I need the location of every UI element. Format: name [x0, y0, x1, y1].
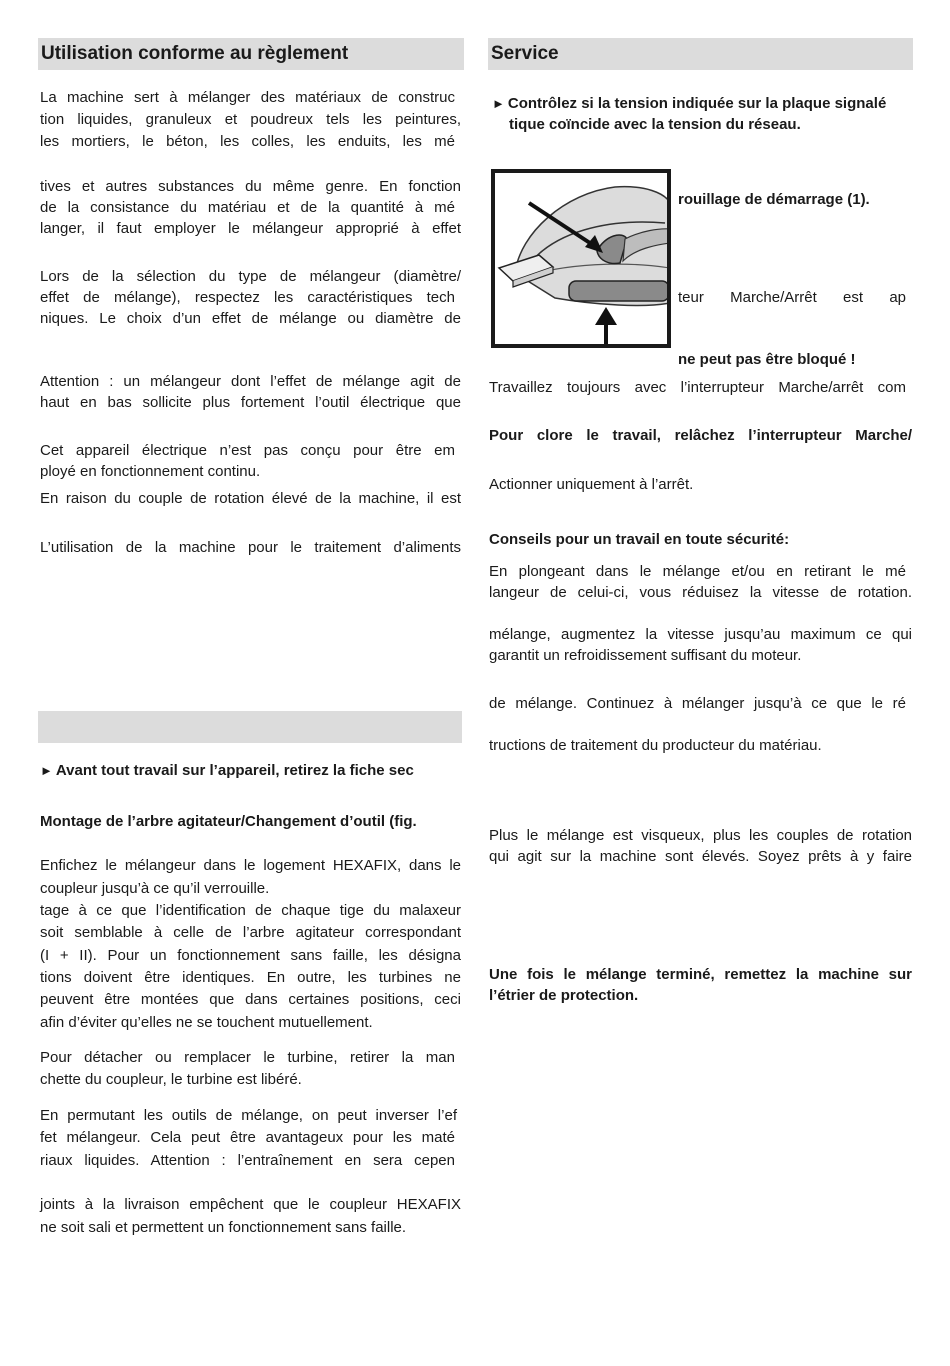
text-line: tructions de traitement du producteur du matériau. [489, 737, 822, 754]
text-line: afin d’éviter qu’elles ne se touchent mutuellement. [40, 1014, 373, 1031]
text-line: peuvent être montées que dans certaines positions, ceci [40, 991, 461, 1008]
text-line: de la consistance du matériau et de la quantité à mé [40, 199, 455, 216]
text-line: (I + II). Pour un fonctionnement sans faille, les désigna [40, 947, 461, 964]
text-line: mélange, augmentez la vitesse jusqu’au maximum ce qui [489, 626, 912, 643]
text-line: de mélange. Continuez à mélanger jusqu’à ce que le ré [489, 695, 906, 712]
text-line: Travaillez toujours avec l’interrupteur Marche/arrêt com [489, 379, 906, 396]
triangle-right-icon: ► [40, 763, 53, 778]
text-line: tives et autres substances du même genre. En fonction [40, 178, 461, 195]
figure-caption-1: rouillage de démarrage (1). [678, 191, 870, 208]
text-line: Cet appareil électrique n’est pas conçu pour être em [40, 442, 455, 459]
section-title-service [488, 38, 913, 70]
section-title-service-text: Service [491, 43, 559, 64]
text-line: En permutant les outils de mélange, on peut inverser l’ef [40, 1107, 457, 1124]
section-title-blank [38, 711, 462, 743]
machine-switch-svg [495, 173, 667, 344]
text-line: coupleur jusqu’à ce qu’il verrouille. [40, 880, 270, 897]
text-line: Plus le mélange est visqueux, plus les couples de rotation [489, 827, 912, 844]
section-title-usage-text: Utilisation conforme au règlement [41, 43, 349, 64]
text-line: tage à ce que l’identification de chaque tige du malaxeur [40, 902, 461, 919]
text-line: En raison du couple de rotation élevé de la machine, il est [40, 490, 461, 507]
mount-heading: Montage de l’arbre agitateur/Changement d’outil (fig. [40, 813, 417, 830]
text-line: qui agit sur la machine sont élevés. Soyez prêts à y faire [489, 848, 912, 865]
text-line: ne soit sali et permettent un fonctionnement sans faille. [40, 1219, 407, 1236]
figure-caption-2: teur Marche/Arrêt est ap [678, 289, 906, 306]
check-line-2: tique coïncide avec la tension du réseau. [509, 116, 801, 133]
text-line: Une fois le mélange terminé, remettez la machine sur [489, 966, 912, 983]
text-line: les mortiers, le béton, les colles, les enduits, les mé [40, 133, 455, 150]
text-line: ployé en fonctionnement continu. [40, 463, 261, 480]
text-line: langer, il faut employer le mélangeur approprié à effet [40, 220, 461, 237]
tips-heading: Conseils pour un travail en toute sécurité: [489, 531, 790, 548]
text-line: fet mélangeur. Cela peut être avantageux pour les maté [40, 1129, 455, 1146]
text-line: En plongeant dans le mélange et/ou en retirant le mé [489, 563, 906, 580]
warning-line [40, 760, 414, 782]
text-line: L’utilisation de la machine pour le traitement d’aliments [40, 539, 461, 556]
text-line: garantit un refroidissement suffisant du moteur. [489, 647, 802, 664]
text-line: Actionner uniquement à l’arrêt. [489, 476, 694, 493]
machine-switch-illustration [491, 169, 671, 348]
text-line: Pour détacher ou remplacer le turbine, retirer la man [40, 1049, 455, 1066]
text-line: Enfichez le mélangeur dans le logement HEXAFIX, dans le [40, 857, 461, 874]
text-line: soit semblable à celle de l’arbre agitateur correspondant [40, 924, 461, 941]
text-line: tion liquides, granuleux et poudreux tels les peintures, [40, 111, 461, 128]
text-line: La machine sert à mélanger des matériaux de construc [40, 89, 455, 106]
text-line: l’étrier de protection. [489, 987, 639, 1004]
text-line: langeur de celui-ci, vous réduisez la vitesse de rotation. [489, 584, 912, 601]
text-line: Attention : un mélangeur dont l’effet de mélange agit de [40, 373, 461, 390]
text-line: niques. Le choix d’un effet de mélange ou diamètre de [40, 310, 461, 327]
triangle-right-icon: ► [492, 96, 505, 111]
text-line: chette du coupleur, le turbine est libéré. [40, 1071, 302, 1088]
check-text: Contrôlez si la tension indiquée sur la plaque signalé [507, 95, 887, 112]
section-title-usage [38, 38, 464, 70]
text-line: haut en bas sollicite plus fortement l’outil électrique que [40, 394, 461, 411]
text-line: Lors de la sélection du type de mélangeur (diamètre/ [40, 268, 461, 285]
text-line: riaux liquides. Attention : l’entraînement en sera cepen [40, 1152, 455, 1169]
check-line [492, 93, 886, 115]
text-line: effet de mélange), respectez les caractéristiques tech [40, 289, 455, 306]
text-line: Pour clore le travail, relâchez l’interrupteur Marche/ [489, 427, 912, 444]
figure-caption-3: ne peut pas être bloqué ! [678, 351, 856, 368]
warning-text: Avant tout travail sur l’appareil, retirez la fiche sec [55, 762, 414, 779]
text-line: tions doivent être identiques. En outre, les turbines ne [40, 969, 461, 986]
text-line: joints à la livraison empêchent que le coupleur HEXAFIX [40, 1196, 461, 1213]
